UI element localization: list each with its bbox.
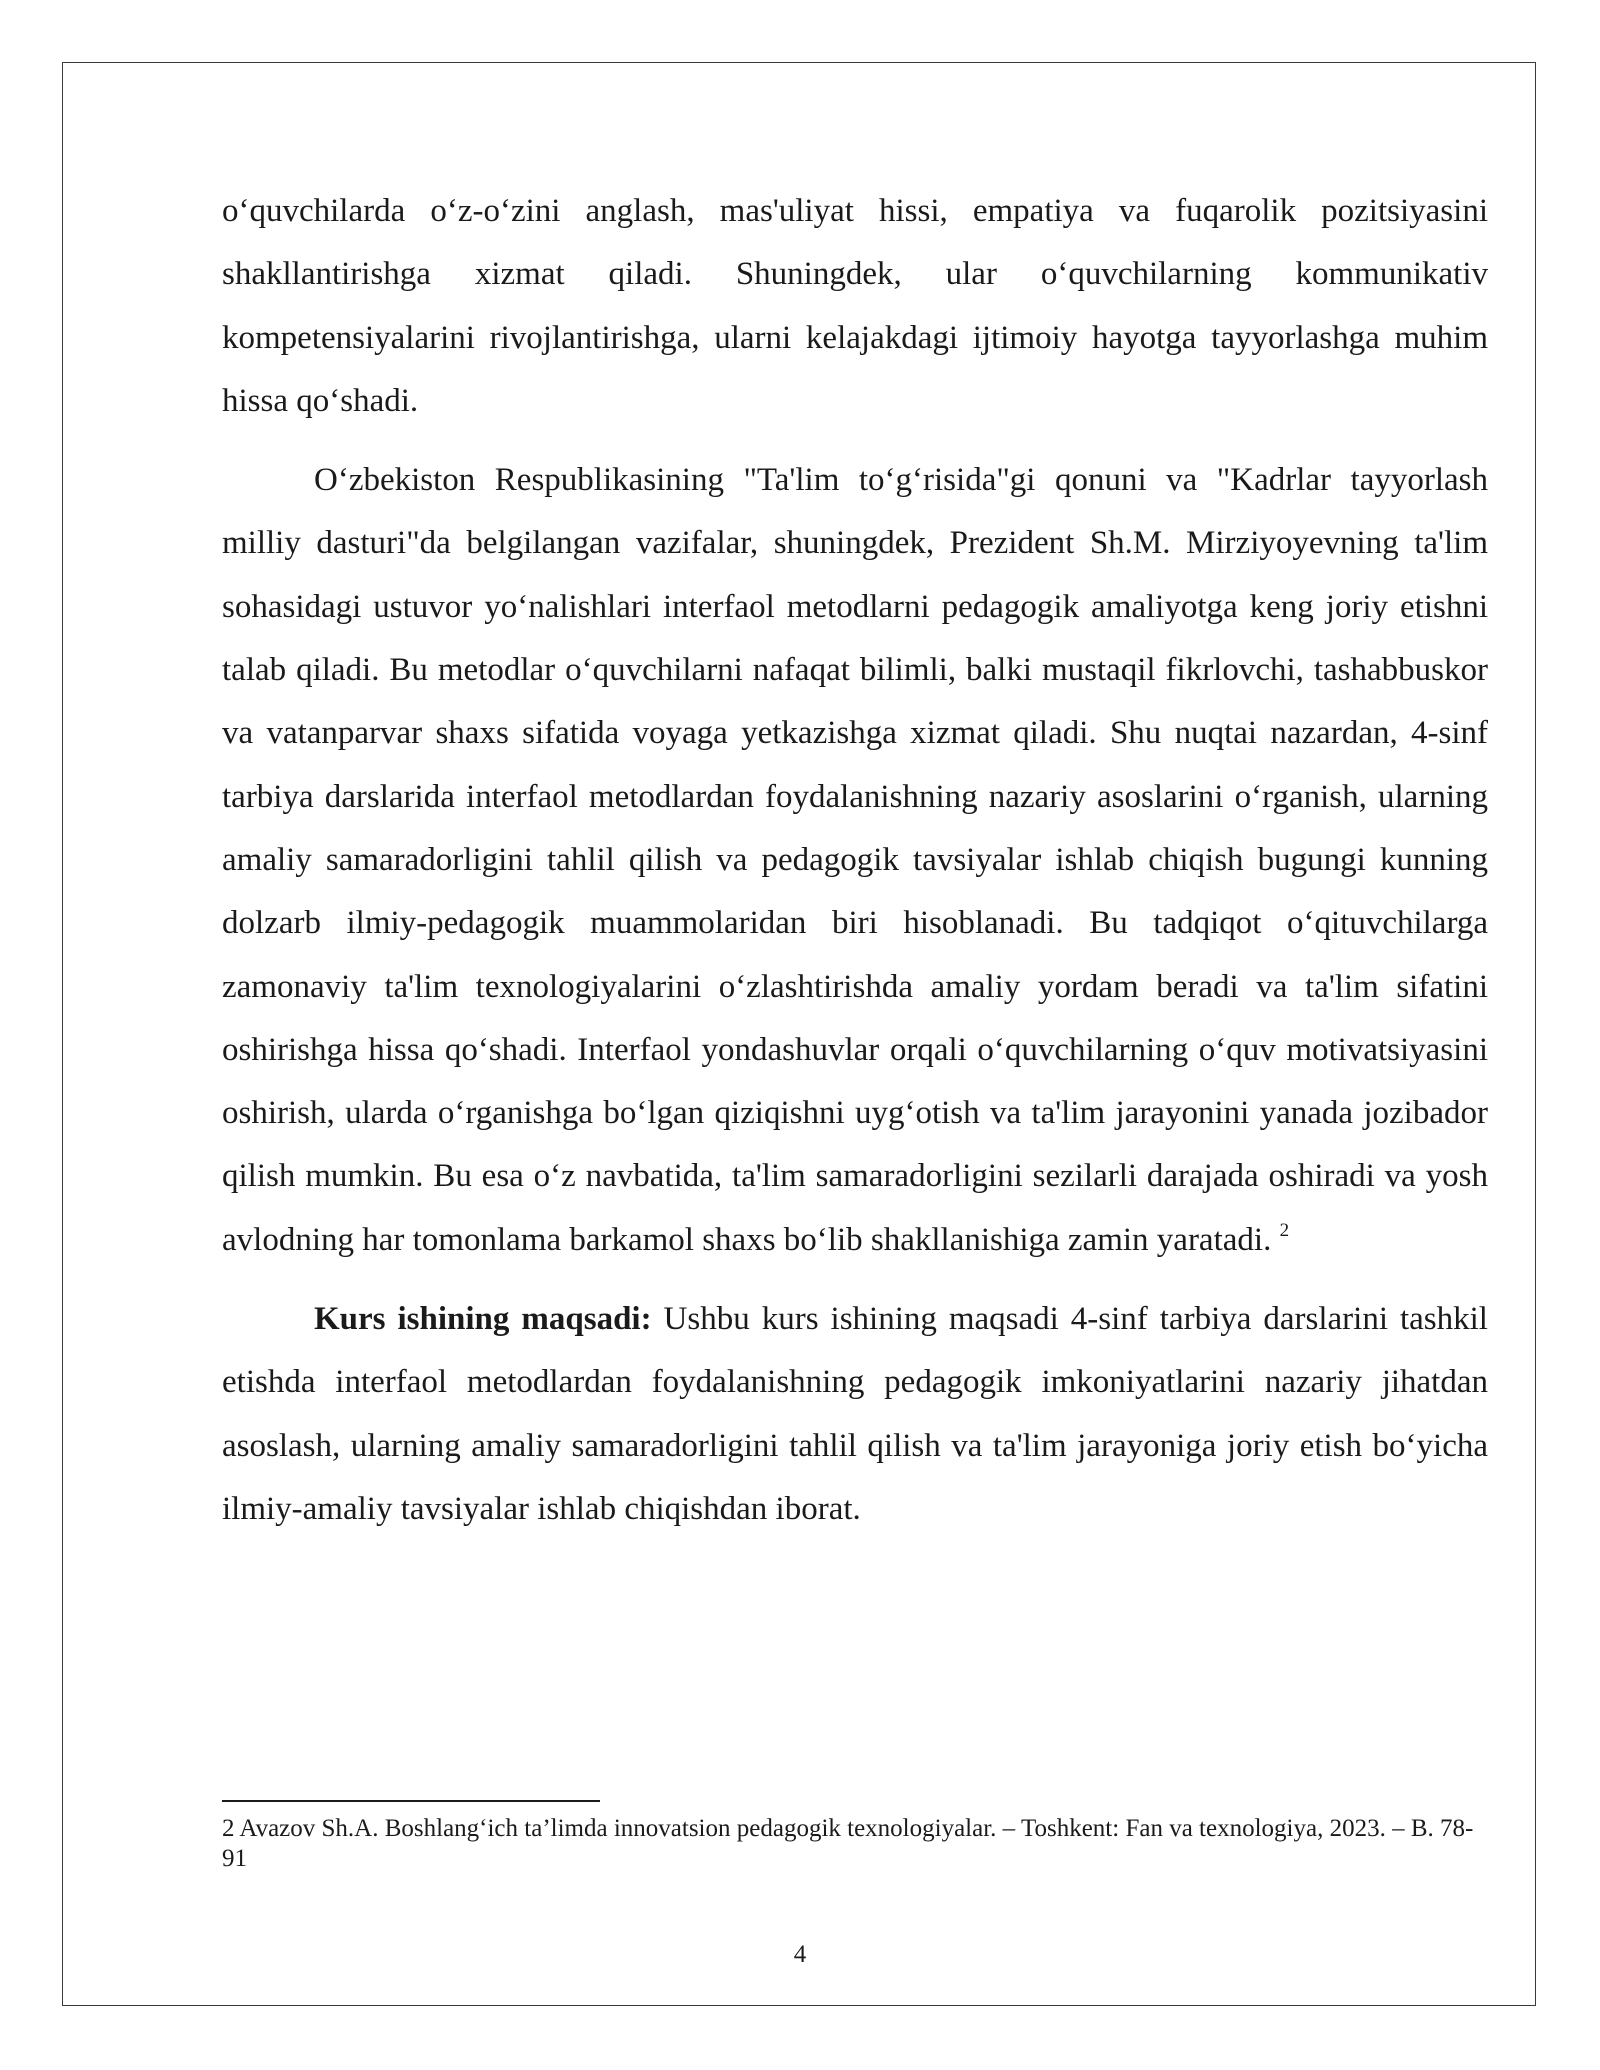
course-goal-text: Ushbu kurs ishining maqsadi 4-sinf tarbiya darslarini tashkil etishda interfaol metodlardan foydalanishning pedagogik imkoniyatlarini nazariy jihatdan asoslash, ularning amaliy samaradorligini tahlil qilish va ta'lim jarayoniga joriy etish bo‘yicha ilmiy-amaliy tavsiyalar ishlab chiqishdan iborat. (222, 1301, 1488, 1527)
paragraph-legal-basis-text: O‘zbekiston Respublikasining "Ta'lim to‘g‘risida"gi qonuni va "Kadrlar tayyorlash milliy dasturi"da belgilangan vazifalar, shuningdek, Prezident Sh.M. Mirziyoyevning ta'lim sohasidagi ustuvor yo‘nalishlari interfaol metodlarni pedagogik amaliyotga keng joriy etishni talab qiladi. Bu metodlar o‘quvchilarni nafaqat bilimli, balki mustaqil fikrlovchi, tashabbuskor va vatanparvar shaxs sifatida voyaga yetkazishga xizmat qiladi. Shu nuqtai nazardan, 4-sinf tarbiya darslarida interfaol metodlardan foydalanishning nazariy asoslarini o‘rganish, ularning amaliy samaradorligini tahlil qilish va pedagogik tavsiyalar ishlab chiqish bugungi kunning dolzarb ilmiy-pedagogik muammolaridan biri hisoblanadi. Bu tadqiqot o‘qituvchilarga zamonaviy ta'lim texnologiyalarini o‘zlashtirishda amaliy yordam beradi va ta'lim sifatini oshirishga hissa qo‘shadi. Interfaol yondashuvlar orqali o‘quvchilarning o‘quv motivatsiyasini oshirish, ularda o‘rganishga bo‘lgan qiziqishni uyg‘otish va ta'lim jarayonini yanada jozibador qilish mumkin. Bu esa o‘z navbatida, ta'lim samaradorligini sezilarli darajada oshiradi va yosh avlodning har tomonlama barkamol shaxs bo‘lib shakllanishiga zamin yaratadi. (222, 462, 1488, 1258)
paragraph-continuation: o‘quvchilarda o‘z-o‘zini anglash, mas'uliyat hissi, empatiya va fuqarolik pozitsiyasini shakllantirishga xizmat qiladi. Shuningdek, ular o‘quvchilarning kommunikativ kompetensiyalarini rivojlantirishga, ularni kelajakdagi ijtimoiy hayotga tayyorlashga muhim hissa qo‘shadi. (222, 193, 1488, 419)
footnote-reference[interactable]: 2 (1279, 1219, 1290, 1241)
footnote-text: 2 Avazov Sh.A. Boshlang‘ich ta’limda innovatsion pedagogik texnologiyalar. – Toshkent: Fan va texnologiya, 2023. – B. 78-91 (222, 1815, 1474, 1872)
paragraph-legal-basis (222, 449, 1488, 1272)
main-text (222, 180, 1488, 1541)
paragraph-course-goal (222, 1288, 1488, 1541)
footnote-separator (222, 1800, 600, 1802)
page-number: 4 (793, 1941, 807, 1968)
course-goal-heading: Kurs ishining maqsadi: (314, 1301, 652, 1338)
